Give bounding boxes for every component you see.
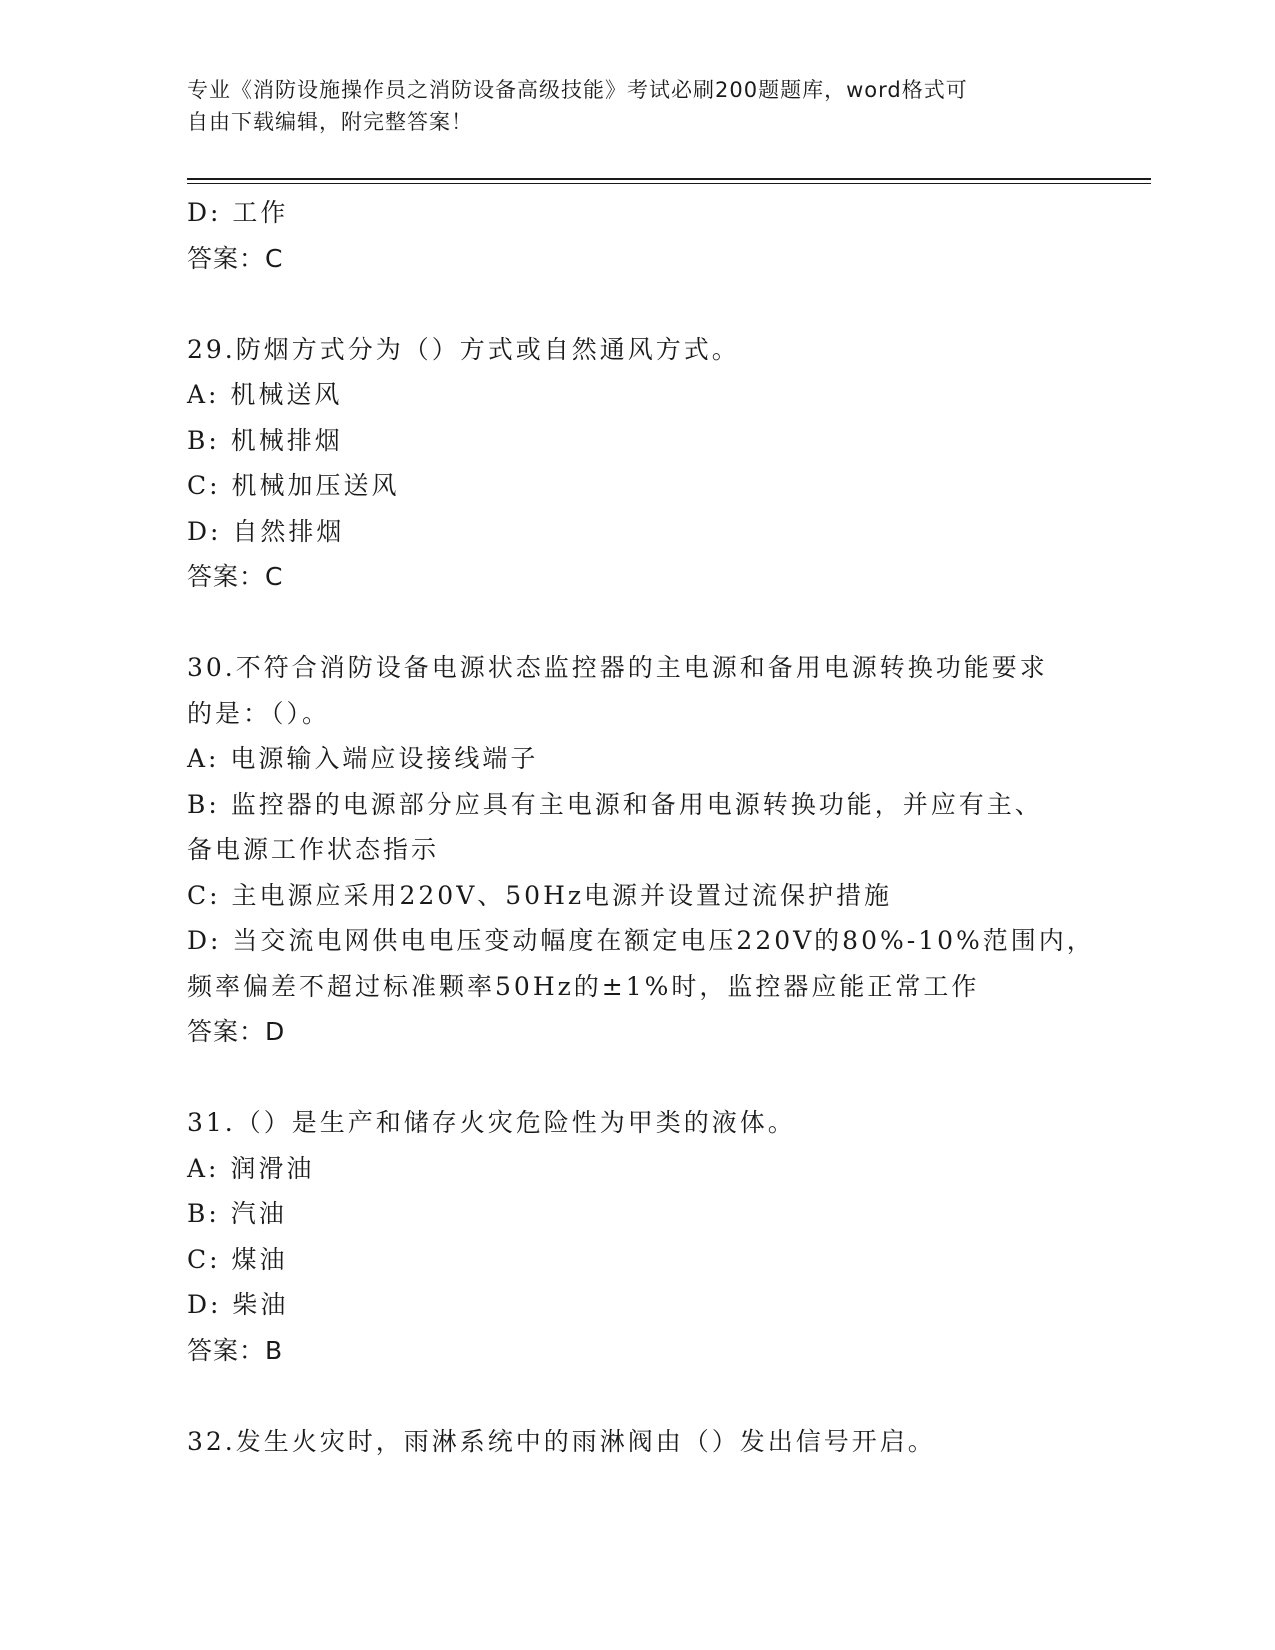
option-c: C: 主电源应采用220V、50Hz电源并设置过流保护措施 <box>187 880 893 910</box>
option-b: B: 监控器的电源部分应具有主电源和备用电源转换功能，并应有主、 <box>187 789 1043 819</box>
question-stem: 31.（）是生产和储存火灾危险性为甲类的液体。 <box>187 1108 796 1137</box>
option-d: D: 自然排烟 <box>187 516 345 546</box>
question-stem: 30.不符合消防设备电源状态监控器的主电源和备用电源转换功能要求 <box>187 653 1048 682</box>
header-divider-thin <box>187 183 1151 184</box>
spacer <box>187 1373 1087 1419</box>
prev-question-option-d: D: 工作 <box>187 198 289 227</box>
option-b: B: 汽油 <box>187 1199 287 1228</box>
answer: 答案：B <box>187 1335 284 1365</box>
header-title-line-1: 专业《消防设施操作员之消防设备高级技能》考试必刷200题题库，word格式可 <box>187 78 968 102</box>
question-32 <box>187 1419 1087 1465</box>
question-list <box>187 190 1095 1464</box>
question-stem-continued: 的是：（）。 <box>187 698 331 728</box>
document-header <box>187 74 1087 138</box>
option-a: A: 机械送风 <box>187 380 343 409</box>
option-c: C: 机械加压送风 <box>187 471 400 500</box>
option-d-continued: 频率偏差不超过标准颗率50Hz的±1%时，监控器应能正常工作 <box>187 971 980 1001</box>
option-d: D: 柴油 <box>187 1290 289 1319</box>
option-b: B: 机械排烟 <box>187 425 343 455</box>
question-30 <box>187 645 1095 1055</box>
prev-question-answer: 答案：C <box>187 243 284 273</box>
spacer <box>187 600 1087 646</box>
question-31 <box>187 1100 1087 1373</box>
question-stem: 32.发生火灾时，雨淋系统中的雨淋阀由（）发出信号开启。 <box>187 1426 936 1456</box>
question-29 <box>187 327 1087 600</box>
option-d: D: 当交流电网供电电压变动幅度在额定电压220V的80%-10%范围内， <box>187 926 1095 955</box>
option-a: A: 润滑油 <box>187 1153 315 1183</box>
header-title-line-2: 自由下载编辑，附完整答案！ <box>187 110 473 134</box>
header-divider-thick <box>187 178 1151 180</box>
option-a: A: 电源输入端应设接线端子 <box>187 744 539 773</box>
answer: 答案：D <box>187 1017 286 1046</box>
spacer <box>187 1055 1087 1101</box>
spacer <box>187 281 1087 327</box>
option-c: C: 煤油 <box>187 1244 288 1274</box>
answer: 答案：C <box>187 562 284 591</box>
question-stem: 29.防烟方式分为（）方式或自然通风方式。 <box>187 334 740 364</box>
option-b-continued: 备电源工作状态指示 <box>187 835 440 864</box>
